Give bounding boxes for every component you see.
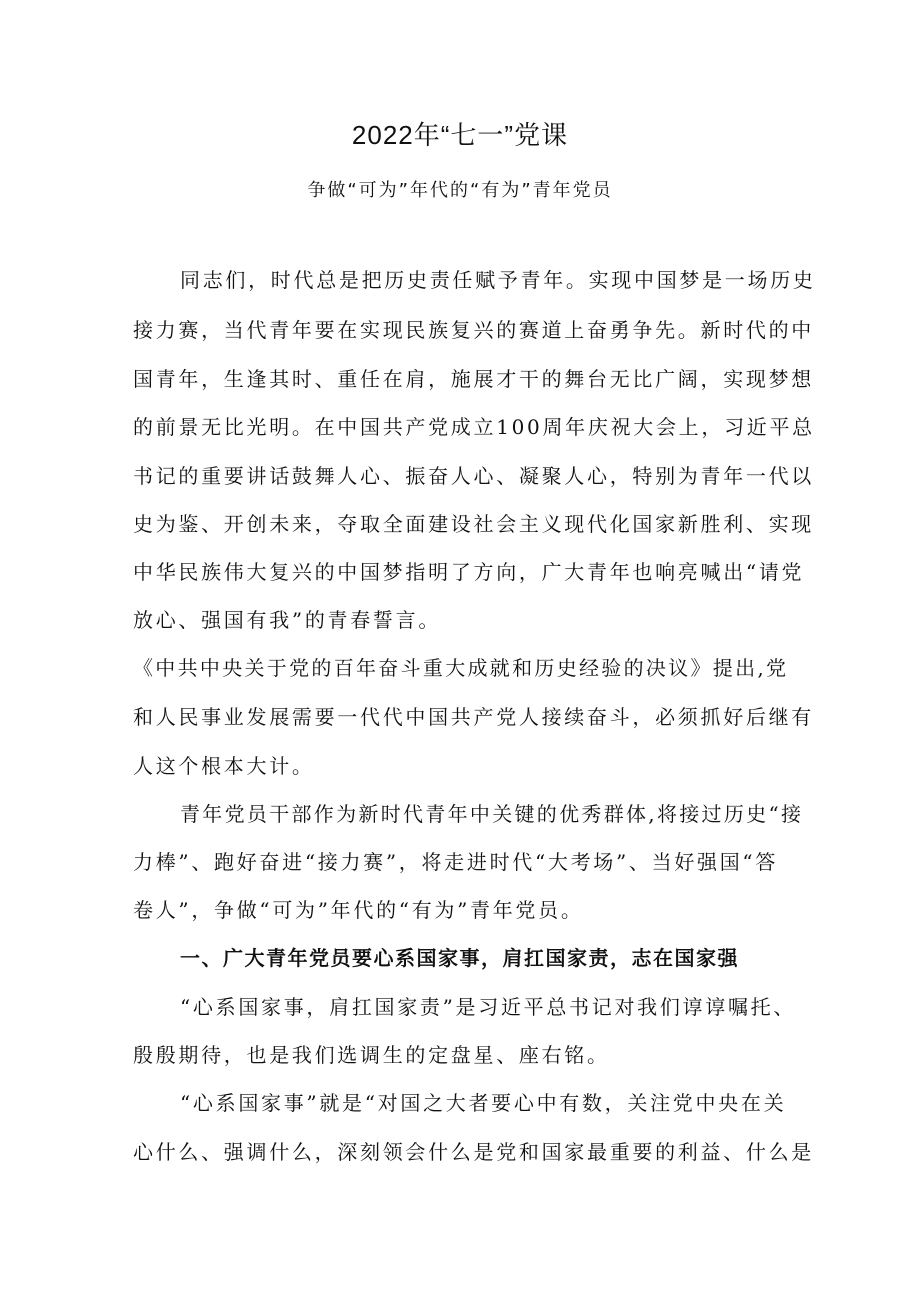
paragraph-1-line-6: 史为鉴、开创未来，夺取全面建设社会主义现代化国家新胜利、实现 — [133, 512, 814, 536]
paragraph-3-line-3: 卷人”，争做“可为”年代的“有为”青年党员。 — [133, 898, 584, 922]
section-1-heading: 一、广大青年党员要心系国家事，肩扛国家责，志在国家强 — [180, 946, 739, 970]
paragraph-4-line-1: “心系国家事，肩扛国家责”是习近平总书记对我们谆谆嘱托、 — [180, 995, 797, 1019]
paragraph-1-line-3: 国青年，生逢其时、重任在肩，施展才干的舞台无比广阔，实现梦想 — [133, 367, 814, 391]
paragraph-5-line-2: 心什么、强调什么，深刻领会什么是党和国家最重要的利益、什么是 — [133, 1140, 814, 1164]
paragraph-1-line-4: 的前景无比光明。在中国共产党成立100周年庆祝大会上，习近平总 — [133, 415, 815, 439]
paragraph-2-line-3: 人这个根本大计。 — [133, 754, 315, 778]
paragraph-1-line-7: 中华民族伟大复兴的中国梦指明了方向，广大青年也响亮喊出“请党 — [133, 560, 805, 584]
document-subtitle: 争做“可为”年代的“有为”青年党员 — [307, 180, 613, 201]
paragraph-1-line-1: 同志们，时代总是把历史责任赋予青年。实现中国梦是一场历史 — [180, 268, 816, 292]
paragraph-1-line-5: 书记的重要讲话鼓舞人心、振奋人心、凝聚人心，特别为青年一代以 — [133, 464, 814, 488]
paragraph-5-line-1: “心系国家事”就是“对国之大者要心中有数，关注党中央在关 — [180, 1091, 787, 1115]
paragraph-3-line-2: 力棒”、跑好奋进“接力赛”，将走进时代“大考场”、当好强国“答 — [133, 850, 779, 874]
paragraph-2-line-2: 和人民事业发展需要一代代中国共产党人接续奋斗，必须抓好后继有 — [133, 705, 814, 729]
paragraph-1-line-2: 接力赛，当代青年要在实现民族复兴的赛道上奋勇争先。新时代的中 — [133, 318, 814, 342]
paragraph-3-line-1: 青年党员干部作为新时代青年中关键的优秀群体,将接过历史“接 — [180, 802, 804, 826]
document-title: 2022年“七一”党课 — [351, 120, 569, 150]
paragraph-2-line-1: 《中共中央关于党的百年奋斗重大成就和历史经验的决议》提出,党 — [133, 656, 789, 680]
paragraph-1-line-8: 放心、强国有我”的青春誓言。 — [133, 608, 442, 632]
paragraph-4-line-2: 殷殷期待，也是我们选调生的定盘星、座右铭。 — [133, 1043, 610, 1067]
